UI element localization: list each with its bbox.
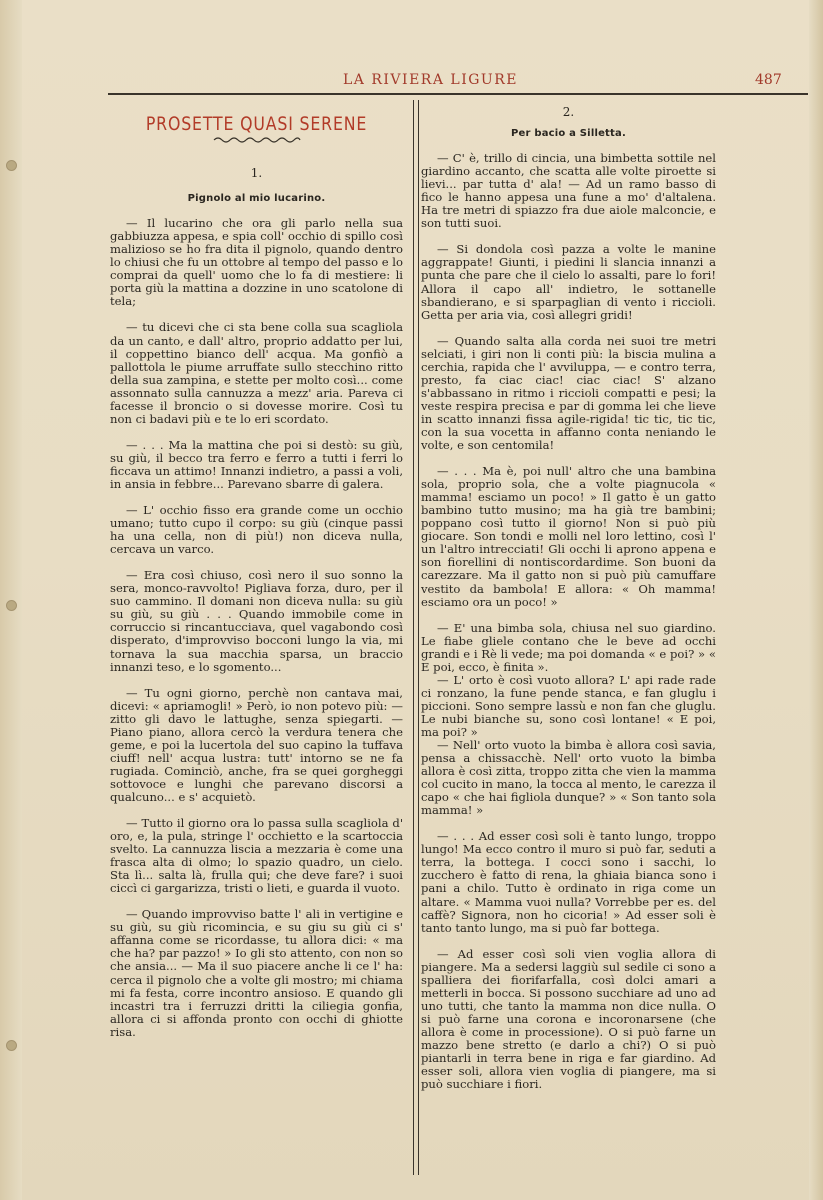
page-edge	[809, 0, 823, 1200]
section-number: 2.	[562, 105, 575, 119]
section-heading: Per bacio a Silletta.	[511, 128, 626, 140]
paragraph: — Nell' orto vuoto la bimba è allora così savia, pensa a chissacchè. Nell' orto vuoto la bimba allora è così zitta, troppo zitta che vien la mamma col cucito in mano, la tocca al mento, le carezza il capo « che hai figliola dunque? » « Son tanto sola mamma! »	[421, 738, 716, 818]
section-number: 1.	[250, 166, 263, 181]
paragraph: — Si dondola così pazza a volte le manine aggrappate! Giunti, i piedini li slancia innanzi a punta che pare che il cielo lo assalti, pare lo fori! Allora il capo all' indietro, le sottanelle sbandierano, e si sparpaglian di vento i riccioli. Getta per aria via, così allegri gridi!	[421, 242, 716, 322]
paragraph: — C' è, trillo di cincia, una bimbetta sottile nel giardino accanto, che scatta alle volte piroette si lievi... par tutta d' ala! — Ad un ramo basso di fico le hanno appesa una fune a mo' d'altalena. Ha tre metri di spiazzo fra due aiole malconcie, e son tutti suoi.	[421, 151, 716, 231]
paragraph: — Quando salta alla corda nei suoi tre metri selciati, i giri non li conti più: la biscia mulina a cerchia, rapida che l' avviluppa, — e contro terra, presto, fa ciac ciac! ciac ciac! S' alzano s'abbassano in ritmo i riccioli compatti e pesi; la veste respira precisa e par di gomma lei che lieve in scatto innanzi fissa agile-rigida! tic tic, tic tic, con la sua vocetta in affanno conta neniando le volte, e son centomila!	[421, 333, 716, 453]
paragraph: — E' una bimba sola, chiusa nel suo giardino. Le fiabe gliele contano che le beve ad occhi grandi e i Rè li vede; ma poi domanda « e poi? » « E poi, ecco, è finita ».	[421, 620, 716, 674]
section-heading: Pignolo al mio lucarino.	[187, 193, 326, 205]
running-title: LA RIVIERA LIGURE	[343, 72, 518, 88]
paragraph: — L' occhio fisso era grande come un occhio umano; tutto cupo il corpo: su giù (cinque passi ha una cella, non di più!) non diceva nulla, cercava un varco.	[110, 503, 403, 557]
binding-hole	[6, 1040, 17, 1051]
paragraph: — L' orto è così vuoto allora? L' api rade rade ci ronzano, la fune pende stanca, e fan gluglu i piccioni. Sono sempre lassù e non fan che gluglu. Le nubi bianche su, sono così lontane! « E poi, ma poi? »	[421, 672, 716, 739]
paragraph: — Ad esser così soli vien voglia allora di piangere. Ma a sedersi laggiù sul sedile ci sono a spalliera dei fiorifarfalla, così dolci amari a metterli in bocca. Si possono succhiare ad uno ad uno tutti, che tanto la mamma non dice nulla. O si può farne una corona e incoronarsene (che allora è come in processione). O si può farne un mazzo bene stretto (e darlo a chi?) O si può piantarli in terra bene in riga e far giardino. Ad esser soli, allora vien voglia di piangere, ma si può succhiare i fiori.	[421, 946, 716, 1092]
paragraph: — Tutto il giorno ora lo passa sulla scagliola d' oro, e, la pula, stringe l' occhietto e la scartoccia svelto. La cannuzza liscia a mezzaria è come una frasca alta di olmo; lo spazio quadro, un cielo. Sta lì... salta là, frulla qui; che deve fare? i suoi ciccì ci gargarizza, tristi o lieti, e guarda il vuoto.	[110, 816, 403, 896]
paragraph: — . . . Ma è, poi null' altro che una bambina sola, proprio sola, che a volte piagnucola « mamma! esciamo un poco! » Il gatto è un gatto bambino tutto musino; ma ha già tre bambini; poppano così tutto il giorno! Non si può più giocare. Son tondi e molli nel loro lettino, così l' un l'altro intrecciati! Gli occhi li aprono appena e son fiorellini di nontiscordardime. Son buoni da carezzare. Ma il gatto non si può più camuffare vestito da bambola! E allora: « Oh mamma! esciamo ora un poco! »	[421, 464, 716, 609]
header-rule	[108, 93, 808, 95]
paragraph: — Il lucarino che ora gli parlo nella sua gabbiuzza appesa, e spia coll' occhio di spillo così malizioso se ho fra dita il pignolo, quando dentro lo chiusi che fu un ottobre al tempo del passo e lo comprai da quell' uomo che lo fa di mestiere: li porta giù la mattina a dozzine in uno scatolone di tela;	[110, 216, 403, 309]
right-column	[421, 100, 716, 1091]
left-column	[110, 108, 403, 1039]
paragraph: — . . . Ad esser così soli è tanto lungo, troppo lungo! Ma ecco contro il muro si può far, seduti a terra, la bottega. I cocci sono i sacchi, lo zucchero è fatto di rena, la ghiaia bianca sono i pani a chilo. Tutto è ordinato in riga come un altare. « Mamma vuoi nulla? Vorrebbe per es. del caffè? Signora, non ho cicoria! » Ad esser soli è tanto tanto lungo, ma si può far bottega.	[421, 829, 716, 935]
binding-hole	[6, 160, 17, 171]
ornament-wavy-rule	[212, 135, 302, 145]
page-number: 487	[755, 72, 782, 88]
paragraph: — . . . Ma la mattina che poi si destò: su giù, su giù, il becco tra ferro e ferro a tutti i ferri lo ficcava un attimo! Innanzi indietro, a passi a voli, in ansia in febbre... Parevano sbarre di galera.	[110, 437, 403, 491]
binding-hole	[6, 600, 17, 611]
paragraph: — Quando improvviso batte l' ali in vertigine e su giù, su giù ricomincia, e su giu su giù ci s' affanna come se ricordasse, tu allora dici: « ma che ha? par pazzo! » Io gli sto attento, con non so che ansia... — Ma il suo piacere anche li ce l' ha: cerca il pignolo che a volte gli mostro; mi chiama mi fa festa, corre incontro ansioso. E quando gli incastri tra i ferruzzi dritti la ciliegia gonfia, allora ci si affonda pronto con occhi di ghiotte risa.	[110, 907, 403, 1039]
paragraph: — Era così chiuso, così nero il suo sonno la sera, monco-ravvolto! Pigliava forza, duro, per il suo cammino. Il domani non diceva nulla: su giù su giù, su giù . . . Quando immobile come in corruccio si rincantucciava, quel vagabondo così disperato, d'improvviso bocconi lungo la via, mi tornava la sua macchia sparsa, un braccio innanzi teso, e lo sgomento...	[110, 568, 403, 674]
article-title: PROSETTE QUASI SERENE	[145, 113, 368, 135]
paragraph: — tu dicevi che ci sta bene colla sua scagliola da un canto, e dall' altro, proprio addatto per lui, il coppettino bianco dell' acqua. Ma gonfiò a pallottola le piume arruffate sullo stecchino ritto della sua zampina, e stette per molto così... come assonnato sulla cannuzza a mezz' aria. Pareva ci facesse il broncio o si dovesse morire. Così tu non ci badavi più e te lo eri scordato.	[110, 320, 403, 426]
column-divider	[413, 100, 419, 1175]
paragraph: — Tu ogni giorno, perchè non cantava mai, dicevi: « apriamogli! » Però, io non potevo più: — zitto gli davo le lattughe, senza spiegarti. — Piano piano, allora cercò la verdura tenera che geme, e poi la lucertola del suo capino la tuffava ciuff! nell' acqua lustra: tutt' intorno se ne fa rugiada. Cominciò, anche, fra se quei gorgheggi sottovoce e lunghi che parevano discorsi a qualcuno... e s' acquietò.	[110, 685, 403, 804]
